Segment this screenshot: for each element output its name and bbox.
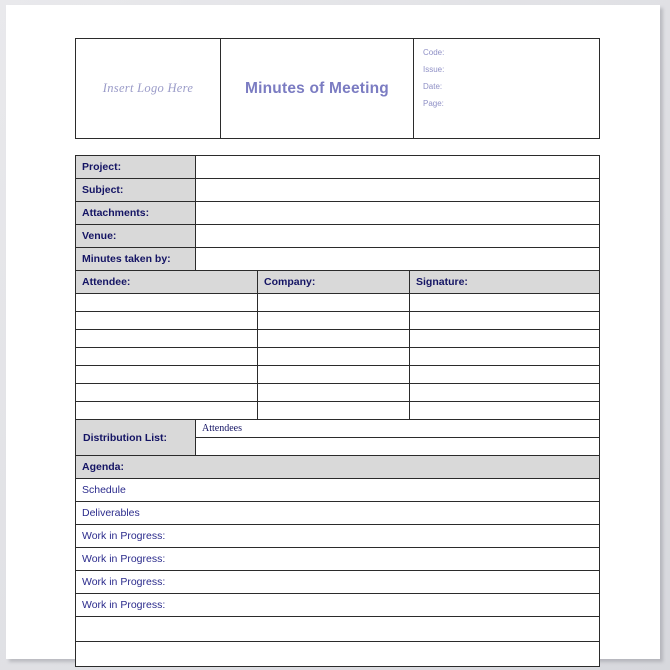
company-cell[interactable] (258, 366, 410, 384)
table-row (76, 330, 600, 348)
signature-cell[interactable] (410, 312, 600, 330)
table-row (76, 366, 600, 384)
field-input-attachments[interactable] (196, 202, 600, 225)
field-input-project[interactable] (196, 156, 600, 179)
agenda-row (76, 617, 600, 642)
signature-cell[interactable] (410, 330, 600, 348)
attendees-header-row (76, 271, 600, 294)
agenda-row (76, 548, 600, 571)
company-cell[interactable] (258, 348, 410, 366)
field-label-subject: Subject: (76, 179, 196, 202)
field-row-attachments (76, 202, 600, 225)
attendee-cell[interactable] (76, 402, 258, 420)
field-label-minutes-taken-by: Minutes taken by: (76, 248, 196, 271)
field-label-project: Project: (76, 156, 196, 179)
minutes-body-table (75, 155, 600, 667)
field-label-venue: Venue: (76, 225, 196, 248)
attendee-cell[interactable] (76, 366, 258, 384)
distribution-list-label: Distribution List: (76, 420, 196, 456)
field-row-subject (76, 179, 600, 202)
field-row-minutes-taken-by (76, 248, 600, 271)
agenda-row (76, 502, 600, 525)
header-meta-cell (414, 39, 600, 139)
agenda-row (76, 594, 600, 617)
column-header-attendee: Attendee: (76, 271, 258, 294)
signature-cell[interactable] (410, 366, 600, 384)
field-input-subject[interactable] (196, 179, 600, 202)
field-input-minutes-taken-by[interactable] (196, 248, 600, 271)
table-row (76, 294, 600, 312)
meta-label-code: Code: (423, 48, 445, 57)
attendee-cell[interactable] (76, 312, 258, 330)
table-row (76, 384, 600, 402)
meta-label-page: Page: (423, 99, 444, 108)
agenda-item-empty-2[interactable] (76, 642, 600, 667)
agenda-item-work-in-progress-1[interactable]: Work in Progress: (76, 525, 600, 548)
agenda-header: Agenda: (76, 456, 600, 479)
agenda-row (76, 525, 600, 548)
signature-cell[interactable] (410, 402, 600, 420)
agenda-item-work-in-progress-4[interactable]: Work in Progress: (76, 594, 600, 617)
distribution-list-row-1 (76, 420, 600, 438)
agenda-header-row (76, 456, 600, 479)
agenda-item-schedule[interactable]: Schedule (76, 479, 600, 502)
company-cell[interactable] (258, 294, 410, 312)
company-cell[interactable] (258, 330, 410, 348)
minutes-of-meeting-form (75, 38, 599, 667)
attendee-cell[interactable] (76, 348, 258, 366)
logo-cell[interactable] (76, 39, 221, 139)
company-cell[interactable] (258, 312, 410, 330)
signature-cell[interactable] (410, 348, 600, 366)
agenda-item-deliverables[interactable]: Deliverables (76, 502, 600, 525)
field-label-attachments: Attachments: (76, 202, 196, 225)
column-header-company: Company: (258, 271, 410, 294)
meta-label-issue: Issue: (423, 65, 445, 74)
logo-placeholder-text: Insert Logo Here (102, 81, 194, 95)
company-cell[interactable] (258, 402, 410, 420)
agenda-row (76, 642, 600, 667)
signature-cell[interactable] (410, 384, 600, 402)
document-page (6, 5, 660, 659)
agenda-item-empty-1[interactable] (76, 617, 600, 642)
agenda-item-work-in-progress-2[interactable]: Work in Progress: (76, 548, 600, 571)
field-row-project (76, 156, 600, 179)
company-cell[interactable] (258, 384, 410, 402)
attendee-cell[interactable] (76, 330, 258, 348)
attendee-cell[interactable] (76, 294, 258, 312)
table-row (76, 402, 600, 420)
field-input-venue[interactable] (196, 225, 600, 248)
table-row (76, 348, 600, 366)
distribution-list-value-1[interactable]: Attendees (196, 420, 600, 438)
agenda-item-work-in-progress-3[interactable]: Work in Progress: (76, 571, 600, 594)
signature-cell[interactable] (410, 294, 600, 312)
agenda-row (76, 479, 600, 502)
meta-label-date: Date: (423, 82, 443, 91)
page-title: Minutes of Meeting (245, 79, 389, 97)
header-row (76, 39, 600, 139)
column-header-signature: Signature: (410, 271, 600, 294)
field-row-venue (76, 225, 600, 248)
table-row (76, 312, 600, 330)
document-header-table (75, 38, 600, 139)
agenda-row (76, 571, 600, 594)
document-title-cell (221, 39, 414, 139)
distribution-list-value-2[interactable] (196, 438, 600, 456)
attendee-cell[interactable] (76, 384, 258, 402)
